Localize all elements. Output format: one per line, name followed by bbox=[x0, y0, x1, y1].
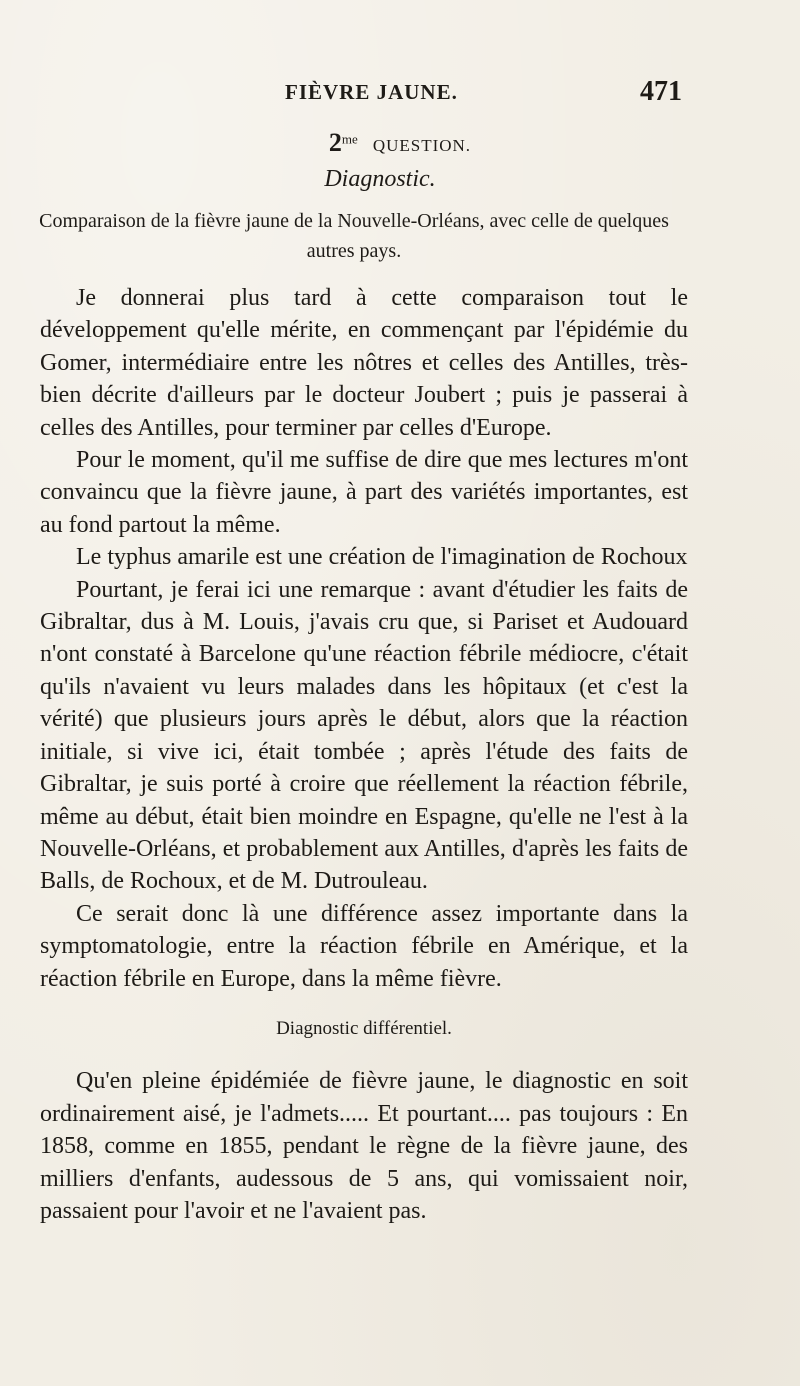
paragraph: Qu'en pleine épidémiée de fièvre jaune, le diagnostic en soit ordinairement aisé, je l'admets..... Et pourtant.... pas toujours : En 1858, comme en 1855, pendant le règne de la fièvre jaune, des milliers d'enfants, audessous de 5 ans, qui vomissaient noir, passaient pour l'avoir et ne l'avaient pas. bbox=[40, 1068, 688, 1224]
paragraph: Pourtant, je ferai ici une remarque : avant d'étudier les faits de Gibraltar, dus à M. Louis, j'avais cru que, si Pariset et Audouard n'ont constaté à Barcelone qu'une réaction fébrile médiocre, c'était qu'ils n'avaient vu leurs malades dans les hôpitaux (et c'est la vérité) que plusieurs jours après le début, alors que la réaction initiale, si vive ici, était tombée ; après l'étude des faits de Gibraltar, je suis porté à croire que réellement la réaction fébrile, même au début, était bien moindre en Espagne, qu'elle ne l'est à la Nouvelle-Orléans, et probablement aux Antilles, d'après les faits de Balls, de Rochoux, et de M. Dutrouleau. bbox=[40, 576, 688, 895]
question-number: 2 bbox=[328, 128, 342, 157]
section-subtitle: Diagnostic. bbox=[324, 166, 436, 192]
question-heading bbox=[0, 128, 800, 158]
page-number: 471 bbox=[640, 76, 682, 107]
paragraph: Ce serait donc là une différence assez importante dans la symptomatologie, entre la réaction fébrile en Amérique, et la réaction fébrile en Europe, dans la même fièvre. bbox=[40, 900, 688, 992]
comparison-heading: Comparaison de la fièvre jaune de la Nouvelle-Orléans, avec celle de quelques autres pays. bbox=[39, 210, 669, 262]
running-head: FIÈVRE JAUNE. bbox=[285, 80, 458, 104]
question-label: QUESTION. bbox=[372, 136, 472, 155]
paragraph: Le typhus amarile est une création de l'imagination de Rochoux bbox=[76, 544, 688, 571]
body-text bbox=[40, 282, 688, 1227]
paragraph: Pour le moment, qu'il me suffise de dire que mes lectures m'ont convaincu que la fièvre jaune, à part des variétés importantes, est au fond partout la même. bbox=[40, 447, 688, 538]
section-title: Diagnostic différentiel. bbox=[276, 1017, 452, 1039]
paragraph: Je donnerai plus tard à cette comparaison tout le développement qu'elle mérite, en commençant par l'épidémie du Gomer, intermédiaire entre les nôtres et celles des Antilles, très-bien décrite d'ailleurs par le docteur Joubert ; puis je passerai à celles des Antilles, pour terminer par celles d'Europe. bbox=[40, 285, 688, 441]
page-header bbox=[60, 76, 682, 112]
question-number-suffix: me bbox=[341, 131, 358, 147]
